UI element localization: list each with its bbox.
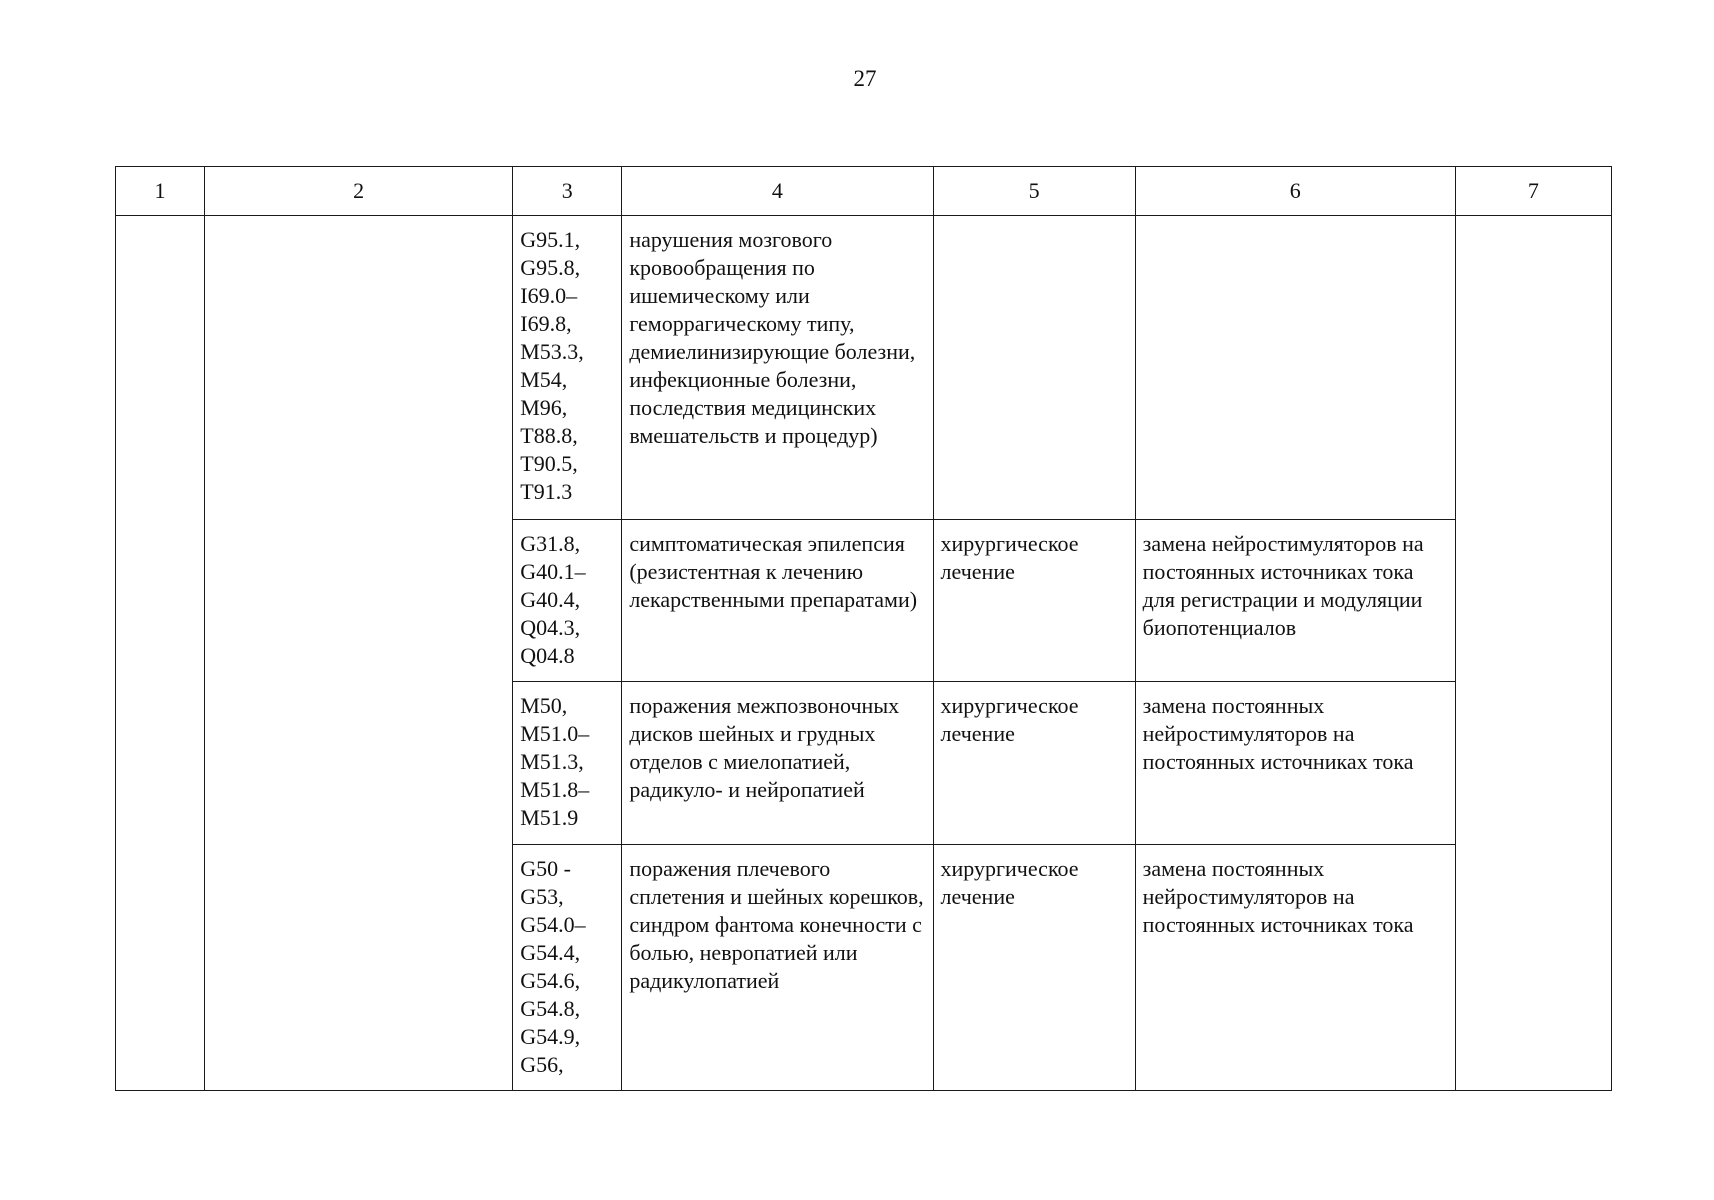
cell-col-2 <box>205 216 513 1091</box>
cell-col-7 <box>1455 216 1611 1091</box>
treatment-type-cell: хирургическое лечение <box>933 520 1135 682</box>
treatment-method-cell <box>1135 216 1455 520</box>
column-header: 1 <box>116 167 205 216</box>
column-header: 6 <box>1135 167 1455 216</box>
diagnosis-codes-cell: M50, M51.0– M51.3, M51.8– M51.9 <box>513 682 622 845</box>
column-header: 7 <box>1455 167 1611 216</box>
diagnosis-codes-cell: G95.1, G95.8, I69.0– I69.8, M53.3, M54, M96, T88.8, T90.5, T91.3 <box>513 216 622 520</box>
table-header-row <box>116 167 1612 216</box>
treatment-type-cell <box>933 216 1135 520</box>
procedures-table <box>115 166 1612 1091</box>
treatment-method-cell: замена нейростимуляторов на постоянных источниках тока для регистрации и модуляции биопотенциалов <box>1135 520 1455 682</box>
cell-col-1 <box>116 216 205 1091</box>
table-row <box>116 216 1612 520</box>
condition-cell: симптоматическая эпилепсия (резистентная к лечению лекарственными препаратами) <box>622 520 933 682</box>
diagnosis-codes-cell: G31.8, G40.1– G40.4, Q04.3, Q04.8 <box>513 520 622 682</box>
treatment-type-cell: хирургическое лечение <box>933 845 1135 1091</box>
treatment-method-cell: замена постоянных нейростимуляторов на постоянных источниках тока <box>1135 845 1455 1091</box>
treatment-type-cell: хирургическое лечение <box>933 682 1135 845</box>
page-number: 27 <box>853 66 877 91</box>
condition-cell: поражения плечевого сплетения и шейных корешков, синдром фантома конечности с болью, невропатией или радикулопатией <box>622 845 933 1091</box>
column-header: 3 <box>513 167 622 216</box>
treatment-method-cell: замена постоянных нейростимуляторов на постоянных источниках тока <box>1135 682 1455 845</box>
column-header: 5 <box>933 167 1135 216</box>
condition-cell: поражения межпозвоночных дисков шейных и грудных отделов с миелопатией, радикуло- и нейропатией <box>622 682 933 845</box>
diagnosis-codes-cell: G50 - G53, G54.0– G54.4, G54.6, G54.8, G54.9, G56, <box>513 845 622 1091</box>
column-header: 2 <box>205 167 513 216</box>
condition-cell: нарушения мозгового кровообращения по ишемическому или геморрагическому типу, демиелинизирующие болезни, инфекционные болезни, последствия медицинских вмешательств и процедур) <box>622 216 933 520</box>
column-header: 4 <box>622 167 933 216</box>
